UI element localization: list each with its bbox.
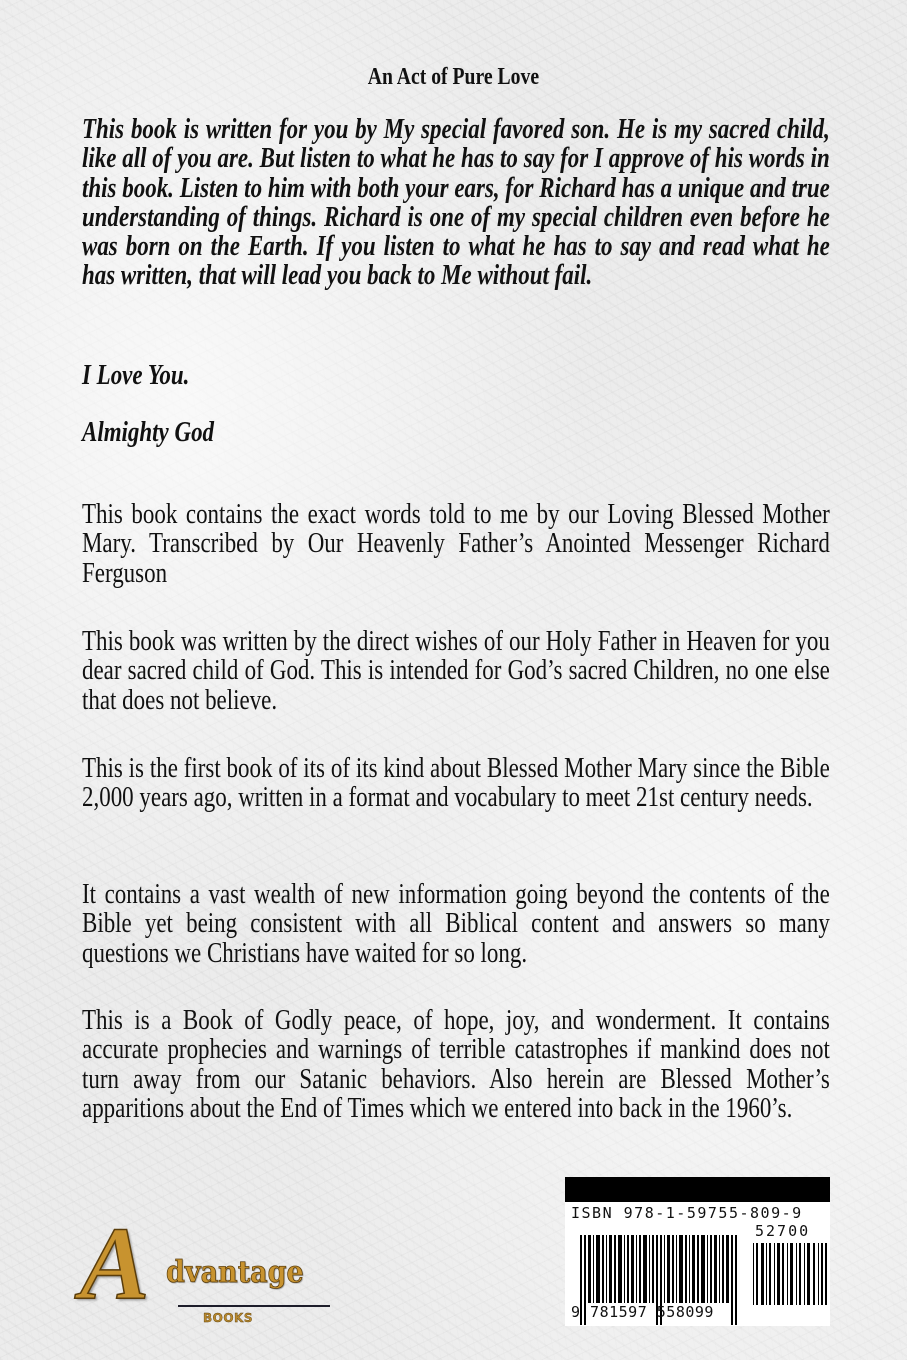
cover-title — [0, 64, 907, 91]
paragraph-text: This is the first book of its of its kind about Blessed Mother Mary since the Bible 2,000 years ago, written in a format and vocabulary to meet 21st century needs. — [82, 753, 830, 814]
signature-line — [82, 417, 243, 449]
isbn-barcode — [565, 1177, 830, 1326]
logo-underline — [178, 1305, 330, 1307]
addon-bars-icon — [753, 1243, 827, 1305]
signature-text: Almighty God — [82, 417, 215, 448]
paragraph-text: This is a Book of Godly peace, of hope, joy, and wonderment. It contains accurate prophecies and warnings of terrible catastrophes if mankind does not turn away from our Satanic behaviors. Also herein are Blessed Mother’s apparitions about the End of Times which we entered into back in the 1960’s. — [82, 1005, 830, 1124]
logo-letter: A — [80, 1206, 150, 1321]
god-message-text: This book is written for you by My special favored son. He is my sacred child, like all of you are. But listen to what he has to say for I approve of his words in this book. Listen to him with both your ears, for Richard has a unique and true understanding of things. Richard is one of my special children even before he was born on the Earth. If you listen to what he has to say and read what he has written, that will lead you back to Me without fail. — [82, 114, 830, 292]
closing-line — [82, 360, 213, 392]
closing-text: I Love You. — [82, 360, 190, 391]
paragraph-1 — [82, 500, 830, 588]
ean-number: 9 781597 558099 — [571, 1303, 714, 1321]
paragraph-4 — [82, 880, 830, 968]
paragraph-5 — [82, 1006, 830, 1123]
paragraph-text: It contains a vast wealth of new information going beyond the contents of the Bible yet being consistent with all Biblical content and answers so many questions we Christians have waited for so long. — [82, 879, 830, 969]
price-code: 52700 — [755, 1222, 811, 1240]
god-message — [82, 115, 830, 291]
barcode-top-bar — [565, 1177, 830, 1202]
paragraph-3 — [82, 754, 830, 813]
paragraph-text: This book was written by the direct wishes of our Holy Father in Heaven for you dear sacred child of God. This is intended for God’s sacred Children, no one else that does not believe. — [82, 626, 830, 716]
title-text: An Act of Pure Love — [367, 64, 540, 90]
publisher-logo — [80, 1206, 320, 1332]
paragraph-2 — [82, 627, 830, 715]
isbn-label: ISBN 978-1-59755-809-9 — [571, 1204, 803, 1222]
logo-word: dvantage — [166, 1255, 304, 1290]
logo-subtitle: BOOKS — [203, 1311, 253, 1325]
paragraph-text: This book contains the exact words told to me by our Loving Blessed Mother Mary. Transcribed by Our Heavenly Father’s Anointed Messenger Richard Ferguson — [82, 499, 830, 589]
